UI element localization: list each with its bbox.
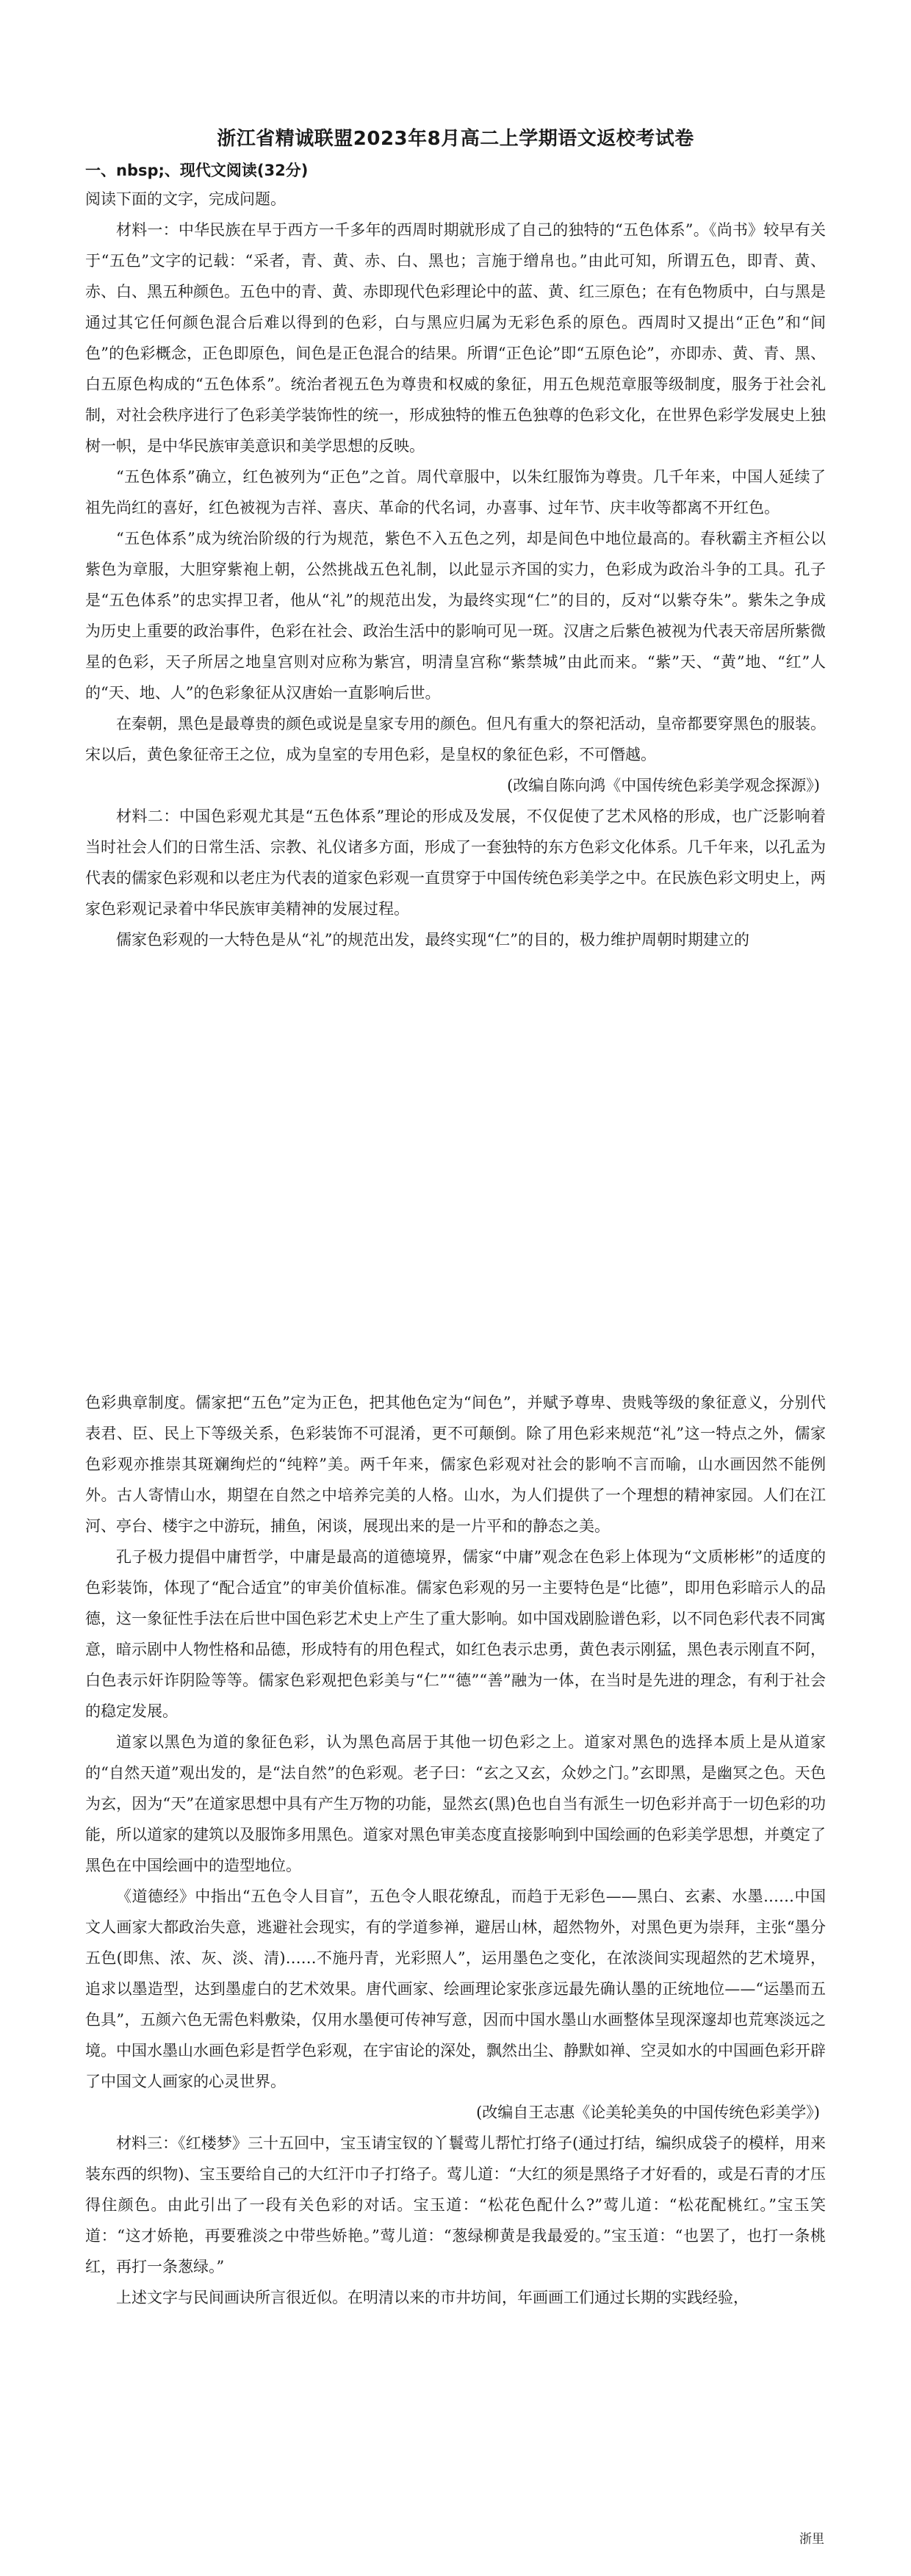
source-citation: (改编自陈向鸿《中国传统色彩美学观念探源》)	[507, 777, 820, 794]
paragraph: 材料三：《红楼梦》三十五回中，宝玉请宝钗的丫鬟莺儿帮忙打络子(通过打结，编织成袋子的模样，用来装东西的织物)、宝玉要给自己的大红汗巾子打络子。莺儿道：“大红的须是黑络子才好看的，或是石青的才压得住颜色。由此引出了一段有关色彩的对话。宝玉道：“松花色配什么?”莺儿道：“松花配桃红。”宝玉笑道：“这才娇艳，再要雅淡之中带些娇艳。”莺儿道：“葱绿柳黄是我最爱的。”宝玉道：“也罢了，也打一条桃红，再打一条葱绿。”	[85, 2134, 826, 2275]
paragraph: 《道德经》中指出“五色令人目盲”，五色令人眼花缭乱，而趋于无彩色——黑白、玄素、水墨……中国文人画家大都政治失意，逃避社会现实，有的学道参禅，避居山林，超然物外，对黑色更为崇拜，主张“墨分五色(即焦、浓、灰、淡、清)……不施丹青，光彩照人”，运用墨色之变化，在浓淡间实现超然的艺术境界，追求以墨造型，达到墨虚白的艺术效果。唐代画家、绘画理论家张彦远最先确认墨的正统地位——“运墨而五色具”，五颜六色无需色料敷染，仅用水墨便可传神写意，因而中国水墨山水画整体呈现深邃却也荒寒淡远之境。中国水墨山水画色彩是哲学色彩观，在宇宙论的深处，飘然出尘、静默如禅、空灵如水的中国画色彩开辟了中国文人画家的心灵世界。	[85, 1888, 826, 2090]
passage-part-2	[85, 1387, 826, 2313]
paragraph: 儒家色彩观的一大特色是从“礼”的规范出发，最终实现“仁”的目的，极力维护周朝时期建立的	[116, 931, 749, 949]
page-title: 浙江省精诚联盟2023年8月高二上学期语文返校考试卷	[217, 128, 694, 150]
paragraph-continued: 色彩典章制度。儒家把“五色”定为正色，把其他色定为“间色”，并赋予尊卑、贵贱等级的象征意义，分别代表君、臣、民上下等级关系，色彩装饰不可混淆，更不可颠倒。除了用色彩来规范“礼”这一特点之外，儒家色彩观亦推崇其斑斓绚烂的“纯粹”美。两千年来，儒家色彩观对社会的影响不言而喻，山水画因然不能例外。古人寄情山水，期望在自然之中培养完美的人格。山水，为人们提供了一个理想的精神家园。人们在江河、亭台、楼宇之中游玩，捕鱼，闲谈，展现出来的是一片平和的静态之美。	[85, 1394, 826, 1535]
paragraph: 上述文字与民间画诀所言很近似。在明清以来的市井坊间，年画画工们通过长期的实践经验，	[116, 2289, 749, 2306]
page-footer: 浙里	[799, 2532, 824, 2547]
paragraph: 孔子极力提倡中庸哲学，中庸是最高的道德境界，儒家“中庸”观念在色彩上体现为“文质彬彬”的适度的色彩装饰，体现了“配合适宜”的审美价值标准。儒家色彩观的另一主要特色是“比德”，即用色彩暗示人的品德，这一象征性手法在后世中国色彩艺术史上产生了重大影响。如中国戏剧脸谱色彩，以不同色彩代表不同寓意，暗示剧中人物性格和品德，形成特有的用色程式，如红色表示忠勇，黄色表示刚猛，黑色表示刚直不阿，白色表示奸诈阴险等等。儒家色彩观把色彩美与“仁”“德”“善”融为一体，在当时是先进的理念，有利于社会的稳定发展。	[85, 1548, 826, 1720]
paragraph: 材料一：中华民族在早于西方一千多年的西周时期就形成了自己的独特的“五色体系”。《尚书》较早有关于“五色”文字的记载：“采者，青、黄、赤、白、黑也；言施于缯帛也。”由此可知，所谓五色，即青、黄、赤、白、黑五种颜色。五色中的青、黄、赤即现代色彩理论中的蓝、黄、红三原色；在有色物质中，白与黑是通过其它任何颜色混合后难以得到的色彩，白与黑应归属为无彩色系的原色。西周时又提出“正色”和“间色”的色彩概念，正色即原色，间色是正色混合的结果。所谓“正色论”即“五原色论”，亦即赤、黄、青、黑、白五原色构成的“五色体系”。统治者视五色为尊贵和权威的象征，用五色规范章服等级制度，服务于社会礼制，对社会秩序进行了色彩美学装饰性的统一，形成独特的惟五色独尊的色彩文化，在世界色彩学发展史上独树一帜，是中华民族审美意识和美学思想的反映。	[85, 221, 826, 455]
instruction-text: 阅读下面的文字，完成问题。	[85, 190, 286, 208]
source-citation: (改编自王志惠《论美轮美奂的中国传统色彩美学》)	[476, 2104, 820, 2121]
section-heading: 一、nbsp;、现代文阅读(32分)	[85, 162, 309, 179]
paragraph: 材料二：中国色彩观尤其是“五色体系”理论的形成及发展，不仅促使了艺术风格的形成，也广泛影响着当时社会人们的日常生活、宗教、礼仪诸多方面，形成了一套独特的东方色彩文化体系。几千年来，以孔孟为代表的儒家色彩观和以老庄为代表的道家色彩观一直贯穿于中国传统色彩美学之中。在民族色彩文明史上，两家色彩观记录着中华民族审美精神的发展过程。	[85, 807, 826, 918]
passage-part-1	[85, 184, 826, 955]
paragraph: “五色体系”成为统治阶级的行为规范，紫色不入五色之列，却是间色中地位最高的。春秋霸主齐桓公以紫色为章服，大胆穿紫袍上朝，公然挑战五色礼制，以此显示齐国的实力，色彩成为政治斗争的工具。孔子是“五色体系”的忠实捍卫者，他从“礼”的规范出发，为最终实现“仁”的目的，反对“以紫夺朱”。紫朱之争成为历史上重要的政治事件，色彩在社会、政治生活中的影响可见一斑。汉唐之后紫色被视为代表天帝居所紫微星的色彩，天子所居之地皇宫则对应称为紫宫，明清皇宫称“紫禁城”由此而来。“紫”天、“黄”地、“红”人的“天、地、人”的色彩象征从汉唐始一直影响后世。	[85, 530, 826, 702]
paragraph: 在秦朝，黑色是最尊贵的颜色或说是皇家专用的颜色。但凡有重大的祭祀活动，皇帝都要穿黑色的服装。宋以后，黄色象征帝王之位，成为皇室的专用色彩，是皇权的象征色彩，不可僭越。	[85, 715, 826, 763]
paragraph: 道家以黑色为道的象征色彩，认为黑色高居于其他一切色彩之上。道家对黑色的选择本质上是从道家的“自然天道”观出发的，是“法自然”的色彩观。老子曰：“玄之又玄，众妙之门。”玄即黑，是幽冥之色。天色为玄，因为“天”在道家思想中具有产生万物的功能，显然玄(黑)色也自当有派生一切色彩并高于一切色彩的功能，所以道家的建筑以及服饰多用黑色。道家对黑色审美态度直接影响到中国绘画的色彩美学思想，并奠定了黑色在中国绘画中的造型地位。	[85, 1733, 826, 1874]
paragraph: “五色体系”确立，红色被列为“正色”之首。周代章服中，以朱红服饰为尊贵。几千年来，中国人延续了祖先尚红的喜好，红色被视为吉祥、喜庆、革命的代名词，办喜事、过年节、庆丰收等都离不开红色。	[85, 468, 826, 517]
